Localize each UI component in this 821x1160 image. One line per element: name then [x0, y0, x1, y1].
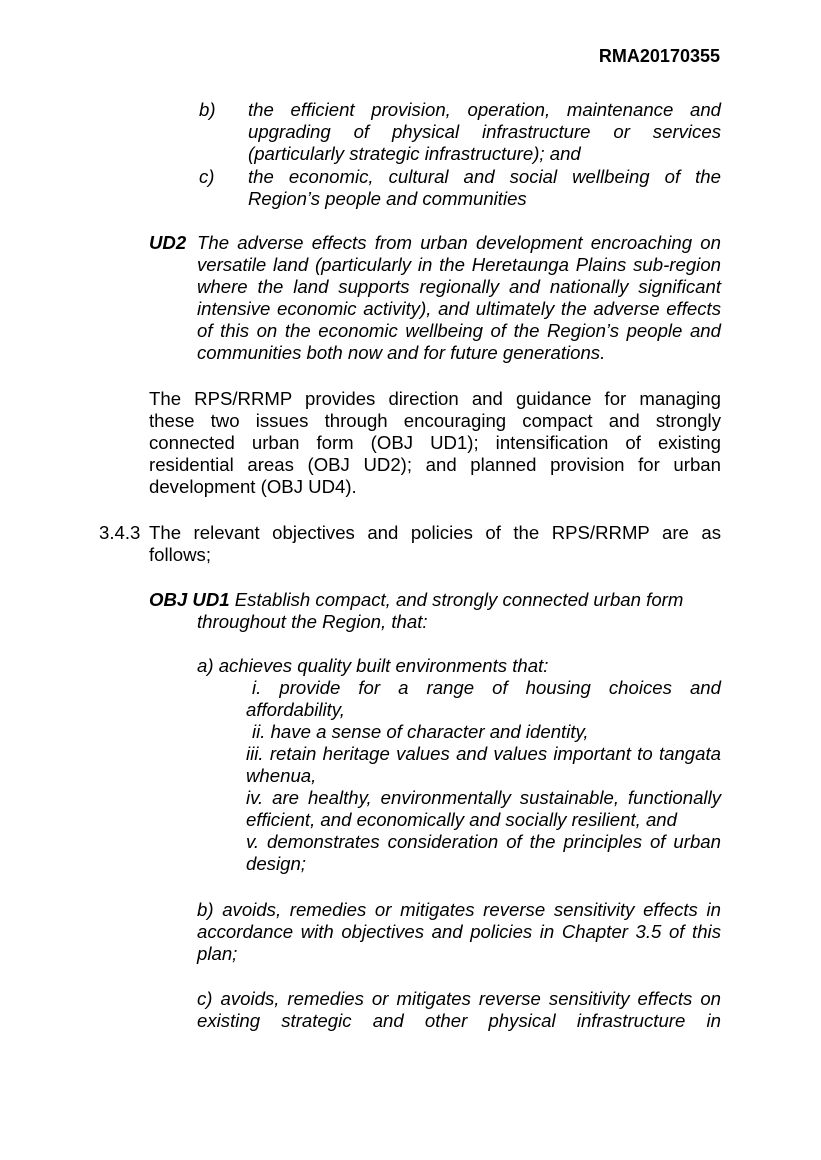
rps-line: residential areas (OBJ UD2); and planned provision for urban — [149, 454, 721, 475]
item-iii-line: whenua, — [246, 765, 317, 786]
item-i-line: i. provide for a range of housing choices and — [252, 677, 721, 698]
issue-c-line: Region’s people and communities — [248, 188, 527, 209]
ud2-line: The adverse effects from urban development encroaching on — [197, 232, 721, 253]
ud2-line: where the land supports regionally and nationally significant — [197, 276, 721, 297]
item-v-line: v. demonstrates consideration of the principles of urban — [246, 831, 721, 852]
item-i-line: affordability, — [246, 699, 345, 720]
obj-ud1-first-line: Establish compact, and strongly connected urban form — [234, 589, 684, 610]
issue-b-text — [248, 99, 721, 165]
obj-ud1-a-items — [246, 677, 721, 875]
item-iv-line: efficient, and economically and socially resilient, and — [246, 809, 677, 830]
obj-ud1-b-line: accordance with objectives and policies in Chapter 3.5 of this — [197, 921, 721, 942]
obj-ud1-second-line: throughout the Region, that: — [197, 611, 428, 632]
obj-ud1-heading — [149, 589, 721, 611]
issue-c-text — [248, 166, 721, 210]
obj-ud1-b-line: plan; — [197, 943, 238, 964]
obj-ud1-label: OBJ UD1 — [149, 589, 230, 610]
issue-b-line: (particularly strategic infrastructure); and — [248, 143, 581, 164]
section-343-text — [149, 522, 721, 566]
obj-ud1-b-line: b) avoids, remedies or mitigates reverse sensitivity effects in — [197, 899, 721, 920]
obj-ud1-c-line: c) avoids, remedies or mitigates reverse sensitivity effects on — [197, 988, 721, 1009]
ud2-text — [197, 232, 721, 364]
obj-ud1-c-line: existing strategic and other physical infrastructure in — [197, 1010, 721, 1031]
item-ii-line: ii. have a sense of character and identity, — [252, 721, 589, 742]
section-343-line: follows; — [149, 544, 212, 565]
issue-c-label: c) — [199, 166, 215, 187]
item-iv-line: iv. are healthy, environmentally sustainable, functionally — [246, 787, 721, 808]
ud2-label: UD2 — [149, 232, 187, 253]
issue-b-label: b) — [199, 99, 216, 120]
item-v-line: design; — [246, 853, 306, 874]
issue-c-line: the economic, cultural and social wellbeing of the — [248, 166, 721, 187]
obj-ud1-a-intro: a) achieves quality built environments that: — [197, 655, 549, 676]
document-reference: RMA20170355 — [598, 46, 720, 66]
ud2-line: communities both now and for future generations. — [197, 342, 606, 363]
rps-line: development (OBJ UD4). — [149, 476, 357, 497]
rps-line: these two issues through encouraging compact and strongly — [149, 410, 721, 431]
issue-b-line: the efficient provision, operation, maintenance and — [248, 99, 721, 120]
rps-line: connected urban form (OBJ UD1); intensification of existing — [149, 432, 721, 453]
ud2-line: versatile land (particularly in the Heretaunga Plains sub-region — [197, 254, 721, 275]
obj-ud1-c — [197, 988, 721, 1032]
rps-line: The RPS/RRMP provides direction and guidance for managing — [149, 388, 721, 409]
obj-ud1-b — [197, 899, 721, 965]
ud2-line: of this on the economic wellbeing of the Region’s people and — [197, 320, 721, 341]
item-iii-line: iii. retain heritage values and values important to tangata — [246, 743, 721, 764]
section-343-line: The relevant objectives and policies of the RPS/RRMP are as — [149, 522, 721, 543]
section-number: 3.4.3 — [99, 522, 141, 543]
rps-paragraph — [149, 388, 721, 498]
issue-b-line: upgrading of physical infrastructure or services — [248, 121, 721, 142]
ud2-line: intensive economic activity), and ultimately the adverse effects — [197, 298, 721, 319]
